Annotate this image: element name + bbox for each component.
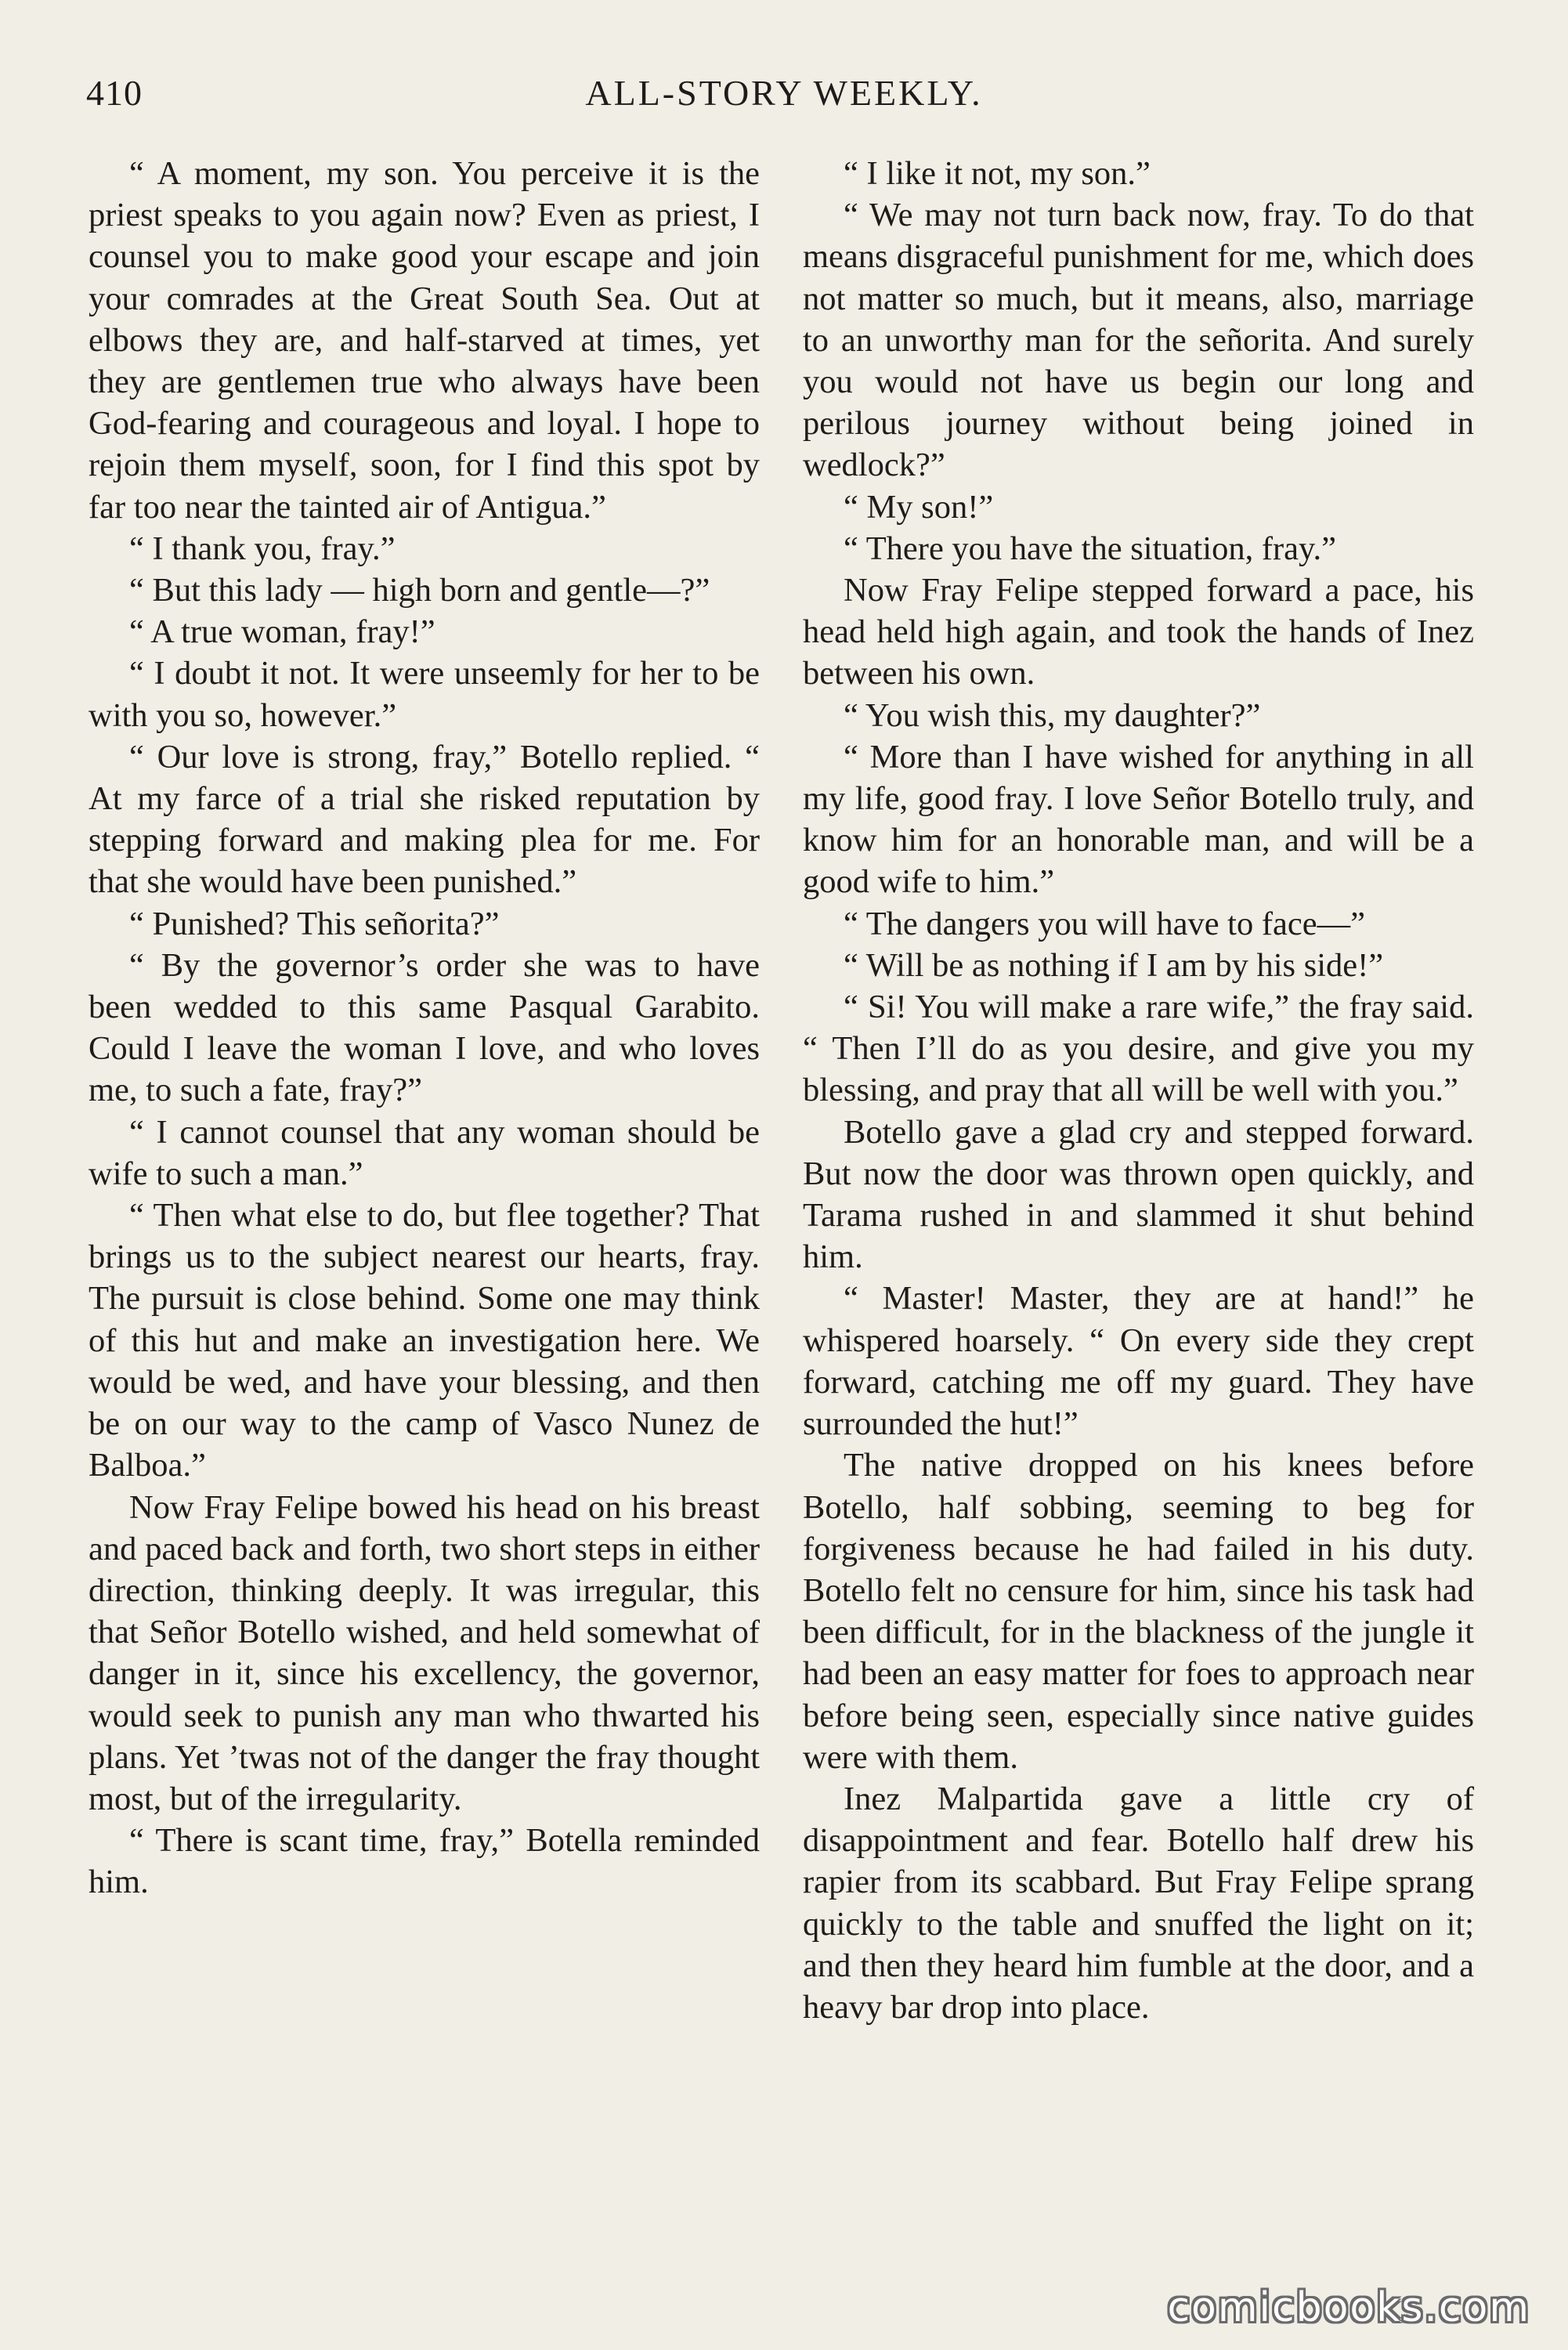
paragraph: “ There is scant time, fray,” Botella reminded him. (89, 1822, 760, 1901)
paragraph: “ A moment, my son. You perceive it is the priest speaks to you again now? Even as priest, I counsel you to make good your escape and join your comrades at the Great South Sea. Out at elbows they are, and half-starved at times, yet they are gentlemen true who always have been God-fearing and courageous and loyal. I hope to rejoin them myself, soon, for I find this spot by far too near the tainted air of Antigua.” (89, 155, 760, 526)
paragraph: “ Master! Master, they are at hand!” he whispered hoarsely. “ On every side they crept forward, catching me off my guard. They have surrounded the hut!” (803, 1280, 1474, 1443)
paragraph: “ We may not turn back now, fray. To do that means disgraceful punishment for me, which does not matter so much, but it means, also, marriage to an unworthy man for the señorita. And surely you would not have us begin our long and perilous journey without being joined in wedlock?” (803, 197, 1474, 484)
paragraph: “ Si! You will make a rare wife,” the fray said. “ Then I’ll do as you desire, and give you my blessing, and pray that all will be well with you.” (803, 989, 1474, 1109)
paragraph: Now Fray Felipe bowed his head on his breast and paced back and forth, two short steps in either direction, thinking deeply. It was irregular, this that Señor Botello wished, and held somewhat of danger in it, since his excellency, the governor, would seek to punish any man who thwarted his plans. Yet ’twas not of the danger the fray thought most, but of the irregularity. (89, 1488, 760, 1817)
paragraph: “ There you have the situation, fray.” (844, 530, 1336, 567)
paragraph: “ I cannot counsel that any woman should be wife to such a man.” (89, 1113, 760, 1192)
paragraph: “ You wish this, my daughter?” (844, 696, 1261, 734)
paragraph: “ Punished? This señorita?” (129, 905, 500, 942)
paragraph: “ My son!” (844, 488, 994, 526)
paragraph: Inez Malpartida gave a little cry of disappointment and fear. Botello half drew his rapier from its scabbard. But Fray Felipe sprang quickly to the table and snuffed the light on it; and then they heard him fumble at the door, and a heavy bar drop into place. (803, 1780, 1474, 2026)
paragraph: “ But this lady — high born and gentle—?” (129, 572, 710, 609)
paragraph: “ More than I have wished for anything in all my life, good fray. I love Señor Botello truly, and know him for an honorable man, and will be a good wife to him.” (803, 738, 1474, 901)
paragraph: Botello gave a glad cry and stepped forward. But now the door was thrown open quickly, and Tarama rushed in and slammed it shut behind him. (803, 1113, 1474, 1276)
paragraph: “ The dangers you will have to face—” (844, 905, 1365, 942)
watermark: comicbooks.com (1167, 2284, 1530, 2331)
page-header (0, 72, 1568, 119)
paragraph: “ Then what else to do, but flee together? That brings us to the subject nearest our hearts, fray. The pursuit is close behind. Some one may think of this hut and make an investigation here. We would be wed, and have your blessing, and then be on our way to the camp of Vasco Nunez de Balboa.” (89, 1197, 760, 1484)
paragraph: “ Will be as nothing if I am by his side!” (844, 946, 1384, 984)
page-number: 410 (86, 73, 143, 113)
running-title: ALL-STORY WEEKLY. (585, 73, 983, 113)
paragraph: “ I doubt it not. It were unseemly for her to be with you so, however.” (89, 655, 760, 734)
paragraph: “ By the governor’s order she was to have been wedded to this same Pasqual Garabito. Could I leave the woman I love, and who loves me, to such a fate, fray?” (89, 946, 760, 1109)
paragraph: “ Our love is strong, fray,” Botello replied. “ At my farce of a trial she risked reputation by stepping forward and making plea for me. For that she would have been punished.” (89, 738, 760, 901)
paragraph: Now Fray Felipe stepped forward a pace, his head held high again, and took the hands of Inez between his own. (803, 572, 1474, 692)
right-column (803, 153, 1474, 2028)
paragraph: “ I thank you, fray.” (129, 530, 396, 567)
paragraph: The native dropped on his knees before Botello, half sobbing, seeming to beg for forgiveness because he had failed in his duty. Botello felt no censure for him, since his task had been difficult, for in the blackness of the jungle it had been an easy matter for foes to approach near before being seen, especially since native guides were with them. (803, 1447, 1474, 1776)
paragraph: “ I like it not, my son.” (844, 155, 1151, 192)
paragraph: “ A true woman, fray!” (129, 613, 435, 651)
left-column (89, 153, 760, 1904)
